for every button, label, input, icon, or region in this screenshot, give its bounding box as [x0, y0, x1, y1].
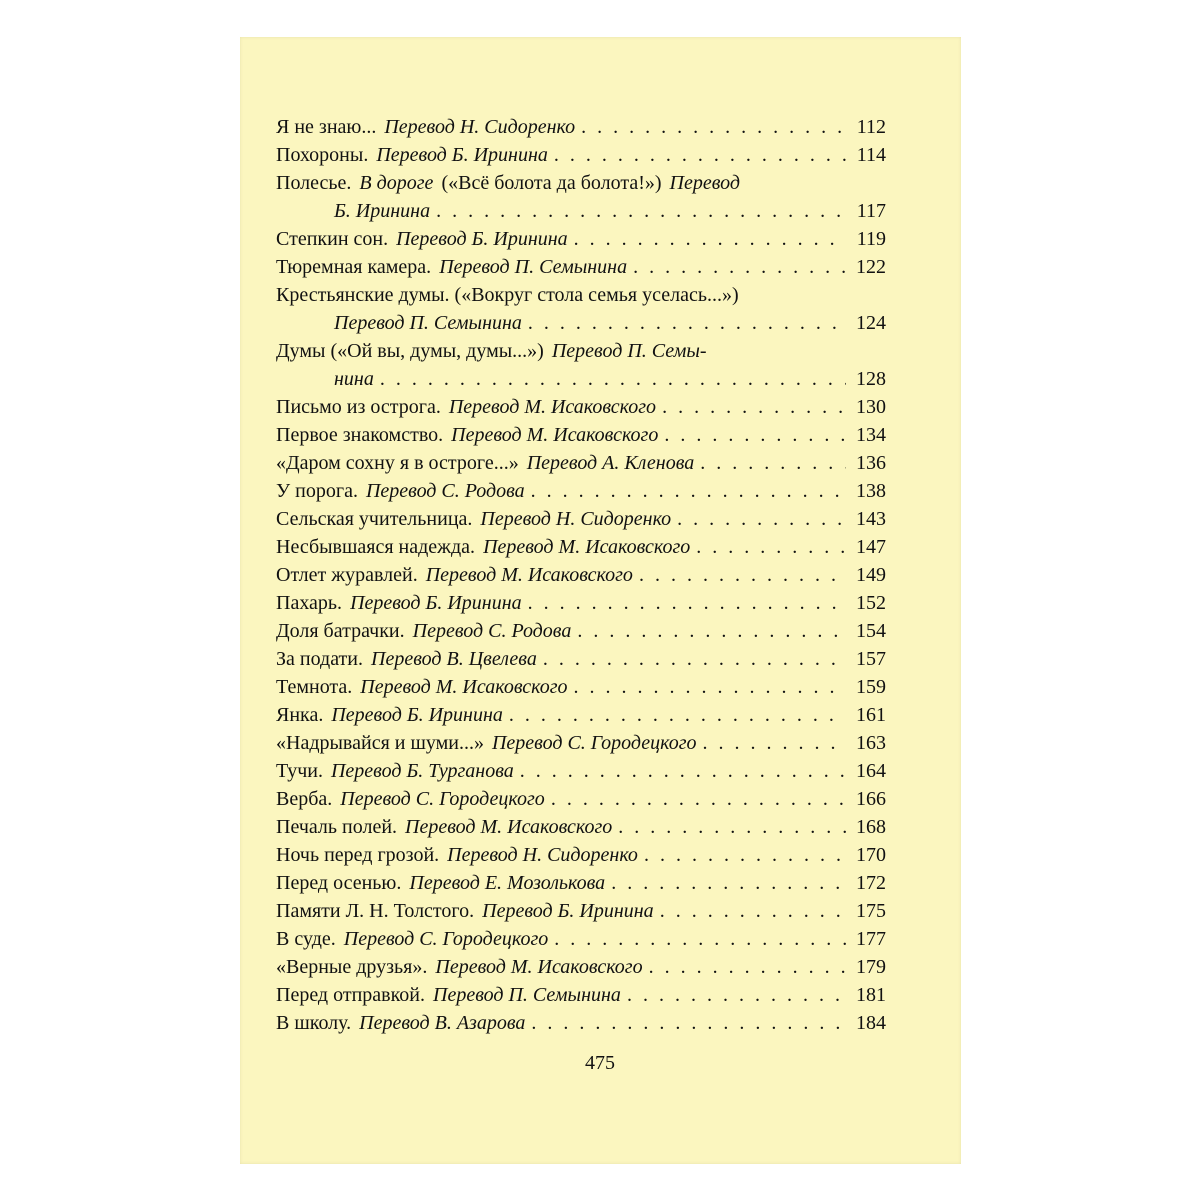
dot-leader	[531, 1009, 846, 1037]
entry-translator: Перевод Б. Иринина	[350, 592, 522, 614]
entry-title: Степкин сон.	[276, 228, 389, 250]
entry-translator: Перевод С. Городецкого	[340, 788, 545, 810]
entry-translator: Перевод Б. Иринина	[331, 704, 503, 726]
entry-translator: Перевод П. Семынина	[433, 984, 621, 1006]
entry-translator: Перевод Н. Сидоренко	[480, 508, 672, 530]
toc-entry	[276, 141, 886, 169]
toc-entry	[276, 813, 886, 841]
entry-translator: Перевод Н. Сидоренко	[447, 844, 638, 866]
dot-leader	[528, 309, 846, 337]
entry-translator: Перевод С. Родова	[412, 620, 572, 642]
entry-translator: Перевод В. Азарова	[359, 1012, 526, 1034]
dot-leader	[574, 673, 846, 701]
entry-page-number: 147	[856, 536, 886, 558]
toc-entry	[276, 253, 886, 281]
dot-leader	[660, 897, 846, 925]
dot-leader	[611, 869, 846, 897]
entry-page-number: 184	[856, 1012, 886, 1034]
entry-translator: Перевод Б. Иринина	[376, 144, 548, 166]
entry-title: Письмо из острога.	[276, 396, 441, 418]
entry-page-number: 170	[856, 844, 886, 866]
entry-title: Перед осенью.	[276, 872, 402, 894]
dot-leader	[639, 561, 846, 589]
dot-leader	[520, 757, 846, 785]
entry-page-number: 122	[856, 256, 886, 278]
entry-translator: Перевод М. Исаковского	[451, 424, 659, 446]
entry-translator-prefix: Перевод	[669, 172, 741, 194]
entry-page-number: 134	[856, 424, 886, 446]
toc-entry-continuation	[276, 309, 886, 337]
dot-leader	[380, 365, 846, 393]
entry-title: Доля батрачки.	[276, 620, 405, 642]
entry-title: Я не знаю...	[276, 116, 377, 138]
entry-translator: Перевод П. Семы-	[551, 340, 707, 362]
entry-title: У порога.	[276, 480, 358, 502]
entry-translator: Перевод В. Цвелева	[371, 648, 537, 670]
entry-page-number: 181	[856, 984, 886, 1006]
entry-page-number: 172	[856, 872, 886, 894]
toc-entry	[276, 533, 886, 561]
entry-translator: Перевод Б. Турганова	[330, 760, 514, 782]
entry-title: За подати.	[276, 648, 364, 670]
entry-page-number: 119	[856, 228, 886, 250]
entry-page-number: 114	[856, 144, 886, 166]
entry-page-number: 157	[856, 648, 886, 670]
entry-translator: Перевод М. Исаковского	[360, 676, 568, 698]
dot-leader	[627, 981, 846, 1009]
entry-translator: Перевод С. Городецкого	[343, 928, 549, 950]
entry-page-number: 168	[856, 816, 886, 838]
dot-leader	[436, 197, 846, 225]
entry-page-number: 112	[856, 116, 886, 138]
entry-translator: Перевод М. Исаковского	[405, 816, 613, 838]
toc-entry	[276, 561, 886, 589]
toc-entry	[276, 421, 886, 449]
entry-translator-continuation: Перевод П. Семынина	[334, 312, 522, 334]
entry-title: Перед отправкой.	[276, 984, 426, 1006]
entry-title: Отлет журавлей.	[276, 564, 418, 586]
entry-title: Полесье.	[276, 172, 352, 194]
entry-translator: Перевод Н. Сидоренко	[384, 116, 576, 138]
entry-page-number: 164	[856, 760, 886, 782]
entry-translator: Перевод Е. Мозолькова	[409, 872, 606, 894]
entry-translator: Перевод М. Исаковского	[435, 956, 643, 978]
toc-entry	[276, 645, 886, 673]
entry-translator-continuation: нина	[334, 368, 374, 390]
entry-title: Янка.	[276, 704, 324, 726]
entry-page-number: 179	[856, 956, 886, 978]
entry-page-number: 124	[856, 312, 886, 334]
toc-entry	[276, 673, 886, 701]
toc-entry-continuation	[276, 365, 886, 393]
entry-title: Думы («Ой вы, думы, думы...»)	[276, 340, 544, 362]
entry-page-number: 128	[856, 368, 886, 390]
toc-entry	[276, 925, 886, 953]
toc-entry	[276, 225, 886, 253]
dot-leader	[633, 253, 846, 281]
dot-leader	[696, 533, 846, 561]
dot-leader	[664, 421, 846, 449]
dot-leader	[577, 617, 846, 645]
dot-leader	[551, 785, 846, 813]
toc-entry	[276, 449, 886, 477]
entry-page-number: 154	[856, 620, 886, 642]
entry-title: В суде.	[276, 928, 336, 950]
dot-leader	[703, 729, 847, 757]
entry-title: Памяти Л. Н. Толстого.	[276, 900, 475, 922]
dot-leader	[528, 589, 846, 617]
entry-title: Тюремная камера.	[276, 256, 432, 278]
toc-entry	[276, 785, 886, 813]
toc-entry	[276, 589, 886, 617]
toc-entry	[276, 393, 886, 421]
dot-leader	[644, 841, 846, 869]
dot-leader	[554, 925, 846, 953]
entry-title: Ночь перед грозой.	[276, 844, 440, 866]
entry-title: Похороны.	[276, 144, 369, 166]
dot-leader	[574, 225, 846, 253]
entry-page-number: 117	[856, 200, 886, 222]
entry-page-number: 136	[856, 452, 886, 474]
toc-entry	[276, 757, 886, 785]
toc-entry	[276, 841, 886, 869]
dot-leader	[543, 645, 846, 673]
entry-page-number: 143	[856, 508, 886, 530]
toc-entry	[276, 953, 886, 981]
toc-entry	[276, 701, 886, 729]
table-of-contents	[276, 113, 886, 1037]
entry-page-number: 130	[856, 396, 886, 418]
entry-page-number: 159	[856, 676, 886, 698]
entry-translator: Перевод С. Городецкого	[491, 732, 697, 754]
entry-page-number: 138	[856, 480, 886, 502]
dot-leader	[554, 141, 846, 169]
entry-subtitle: («Всё болота да болота!»)	[441, 172, 662, 194]
dot-leader	[509, 701, 846, 729]
toc-entry-line	[276, 337, 886, 365]
entry-translator: Перевод С. Родова	[365, 480, 525, 502]
dot-leader	[649, 953, 846, 981]
dot-leader	[662, 393, 846, 421]
toc-entry	[276, 505, 886, 533]
dot-leader	[581, 113, 846, 141]
entry-title: «Верные друзья».	[276, 956, 428, 978]
toc-entry	[276, 897, 886, 925]
entry-title: «Надрывайся и шуми...»	[276, 732, 484, 754]
entry-translator: Перевод М. Исаковского	[483, 536, 691, 558]
entry-title: Пахарь.	[276, 592, 343, 614]
entry-page-number: 152	[856, 592, 886, 614]
entry-page-number: 161	[856, 704, 886, 726]
entry-translator: Перевод М. Исаковского	[448, 396, 657, 418]
toc-entry	[276, 617, 886, 645]
toc-entry	[276, 113, 886, 141]
entry-title: Печаль полей.	[276, 816, 398, 838]
entry-translator: В дороге	[359, 172, 434, 194]
toc-entry-line	[276, 169, 886, 197]
toc-entry	[276, 477, 886, 505]
entry-page-number: 175	[856, 900, 886, 922]
dot-leader	[677, 505, 846, 533]
page-number: 475	[585, 1052, 615, 1074]
entry-title: Тучи.	[276, 760, 323, 782]
entry-title: Крестьянские думы. («Вокруг стола семья уселась...»)	[276, 284, 739, 306]
entry-page-number: 177	[856, 928, 886, 950]
entry-translator: Перевод П. Семынина	[439, 256, 628, 278]
entry-title: «Даром сохну я в остроге...»	[276, 452, 519, 474]
dot-leader	[700, 449, 846, 477]
toc-entry	[276, 981, 886, 1009]
entry-translator: Перевод М. Исаковского	[425, 564, 633, 586]
dot-leader	[618, 813, 846, 841]
toc-entry	[276, 1009, 886, 1037]
entry-page-number: 149	[856, 564, 886, 586]
toc-entry-continuation	[276, 197, 886, 225]
entry-title: Темнота.	[276, 676, 353, 698]
toc-entry	[276, 729, 886, 757]
dot-leader	[531, 477, 846, 505]
entry-title: Верба.	[276, 788, 333, 810]
entry-translator: Перевод А. Кленова	[526, 452, 695, 474]
entry-translator: Перевод Б. Иринина	[482, 900, 654, 922]
entry-title: Сельская учительница.	[276, 508, 473, 530]
toc-entry	[276, 869, 886, 897]
entry-title: В школу.	[276, 1012, 352, 1034]
entry-translator-continuation: Б. Иринина	[334, 200, 431, 222]
toc-entry-line	[276, 281, 886, 309]
entry-page-number: 163	[856, 732, 886, 754]
entry-title: Первое знакомство.	[276, 424, 444, 446]
entry-page-number: 166	[856, 788, 886, 810]
entry-translator: Перевод Б. Иринина	[396, 228, 568, 250]
entry-title: Несбывшаяся надежда.	[276, 536, 476, 558]
